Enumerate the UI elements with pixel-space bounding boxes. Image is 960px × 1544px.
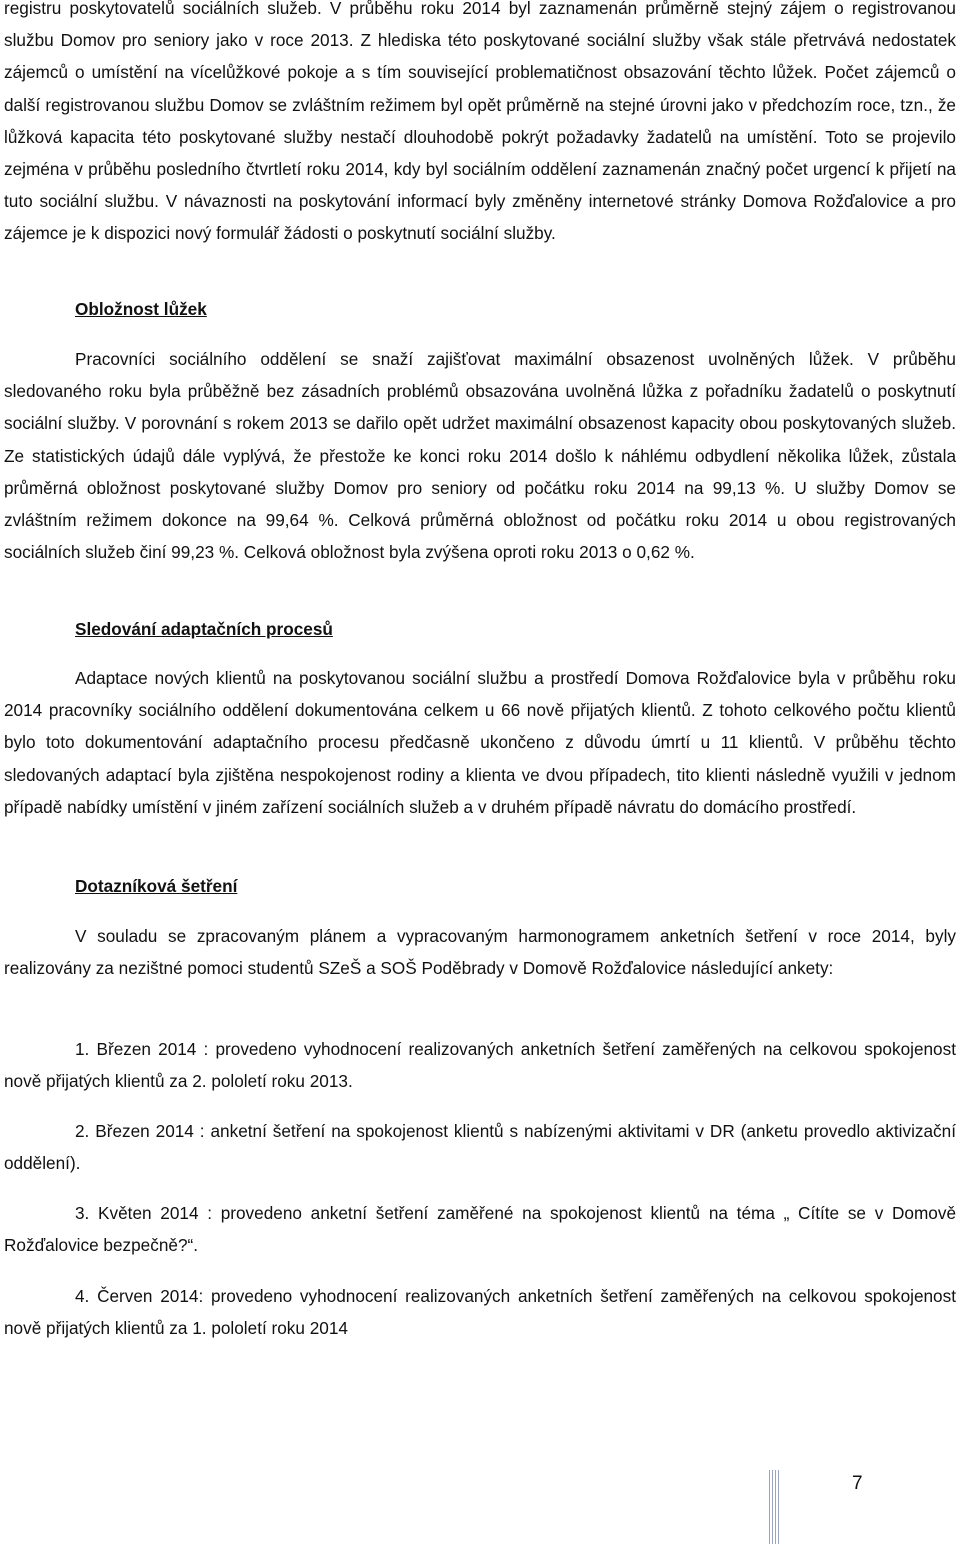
paragraph-registration-interest: registru poskytovatelů sociálních služeb. V průběhu roku 2014 byl zaznamenán průměrně stejný zájem o registrovanou službu Domov pro seniory jako v roce 2013. Z hlediska této poskytované sociální služby však stále přetrvává nedostatek zájemců o umístění na vícelůžkové pokoje a s tím související problematičnost obsazování těchto lůžek. Počet zájemců o další registrovanou službu Domov se zvláštním režimem byl opět průměrně na stejné úrovni jako v předchozím roce, tzn., že lůžková kapacita této poskytované služby nestačí dlouhodobě pokrýt požadavky žadatelů na umístění. Toto se projevilo zejména v průběhu posledního čtvrtletí roku 2014, kdy byl sociálním oddělení zaznamenán značný počet urgencí k přijetí na tuto sociální službu. V návaznosti na poskytování informací byly změněny internetové stránky Domova Rožďalovice a pro zájemce je k dispozici nový formulář žádosti o poskytnutí sociální služby.: [4, 0, 956, 244]
footer-rule-line: [775, 1470, 776, 1544]
paragraph-bed-occupancy: Pracovníci sociálního oddělení se snaží zajišťovat maximální obsazenost uvolněných lůžek. V průběhu sledovaného roku byla průběžně bez zásadních problémů obsazována uvolněná lůžka z pořadníku žadatelů o poskytnutí sociální služby. V porovnání s rokem 2013 se dařilo opět udržet maximální obsazenost kapacity obou poskytovaných služeb. Ze statistických údajů dále vyplývá, že přestože ke konci roku 2014 došlo k náhlému odbydlení několika lůžek, zůstala průměrná obložnost poskytované služby Domov pro seniory od počátku roku 2014 na 99,13 %. U služby Domov se zvláštním režimem dokonce na 99,64 %. Celková průměrná obložnost od počátku roku 2014 u obou registrovaných sociálních služeb činí 99,23 %. Celková obložnost byla zvýšena oproti roku 2013 o 0,62 %.: [4, 349, 956, 563]
survey-item-1: 1. Březen 2014 : provedeno vyhodnocení realizovaných anketních šetření zaměřených na celkovou spokojenost nově přijatých klientů za 2. pololetí roku 2013.: [4, 1039, 956, 1092]
survey-item-4: 4. Červen 2014: provedeno vyhodnocení realizovaných anketních šetření zaměřených na celkovou spokojenost nově přijatých klientů za 1. pololetí roku 2014: [4, 1286, 956, 1339]
footer-rule-line: [769, 1470, 770, 1544]
paragraph-adaptation-processes: Adaptace nových klientů na poskytovanou sociální službu a prostředí Domova Rožďalovice byla v průběhu roku 2014 pracovníky sociálního oddělení dokumentována celkem u 66 nově přijatých klientů. Z tohoto celkového počtu klientů bylo toto dokumentování adaptačního procesu předčasně ukončeno z důvodu úmrtí u 11 klientů. V průběhu těchto sledovaných adaptací byla zjištěna nespokojenost rodiny a klienta ve dvou případech, tito klienti následně využili v jednom případě nabídky umístění v jiném zařízení sociálních služeb a v druhém případě návratu do domácího prostředí.: [4, 668, 956, 817]
survey-item-2: 2. Březen 2014 : anketní šetření na spokojenost klientů s nabízenými aktivitami v DR (anketu provedlo aktivizační oddělení).: [4, 1121, 956, 1174]
footer-rule-line: [772, 1470, 773, 1544]
page-number: 7: [852, 1473, 863, 1494]
paragraph-questionnaire-intro: V souladu se zpracovaným plánem a vypracovaným harmonogramem anketních šetření v roce 2014, byly realizovány za nezištné pomoci studentů SZeŠ a SOŠ Poděbrady v Domově Rožďalovice následující ankety:: [4, 926, 956, 979]
survey-item-3: 3. Květen 2014 : provedeno anketní šetření zaměřené na spokojenost klientů na téma „ Cítíte se v Domově Rožďalovice bezpečně?“.: [4, 1203, 956, 1256]
heading-bed-occupancy: Obložnost lůžek: [75, 299, 207, 319]
heading-adaptation-processes: Sledování adaptačních procesů: [75, 619, 333, 639]
heading-questionnaire-surveys: Dotazníková šetření: [75, 876, 238, 896]
footer-rule-line: [778, 1470, 779, 1544]
